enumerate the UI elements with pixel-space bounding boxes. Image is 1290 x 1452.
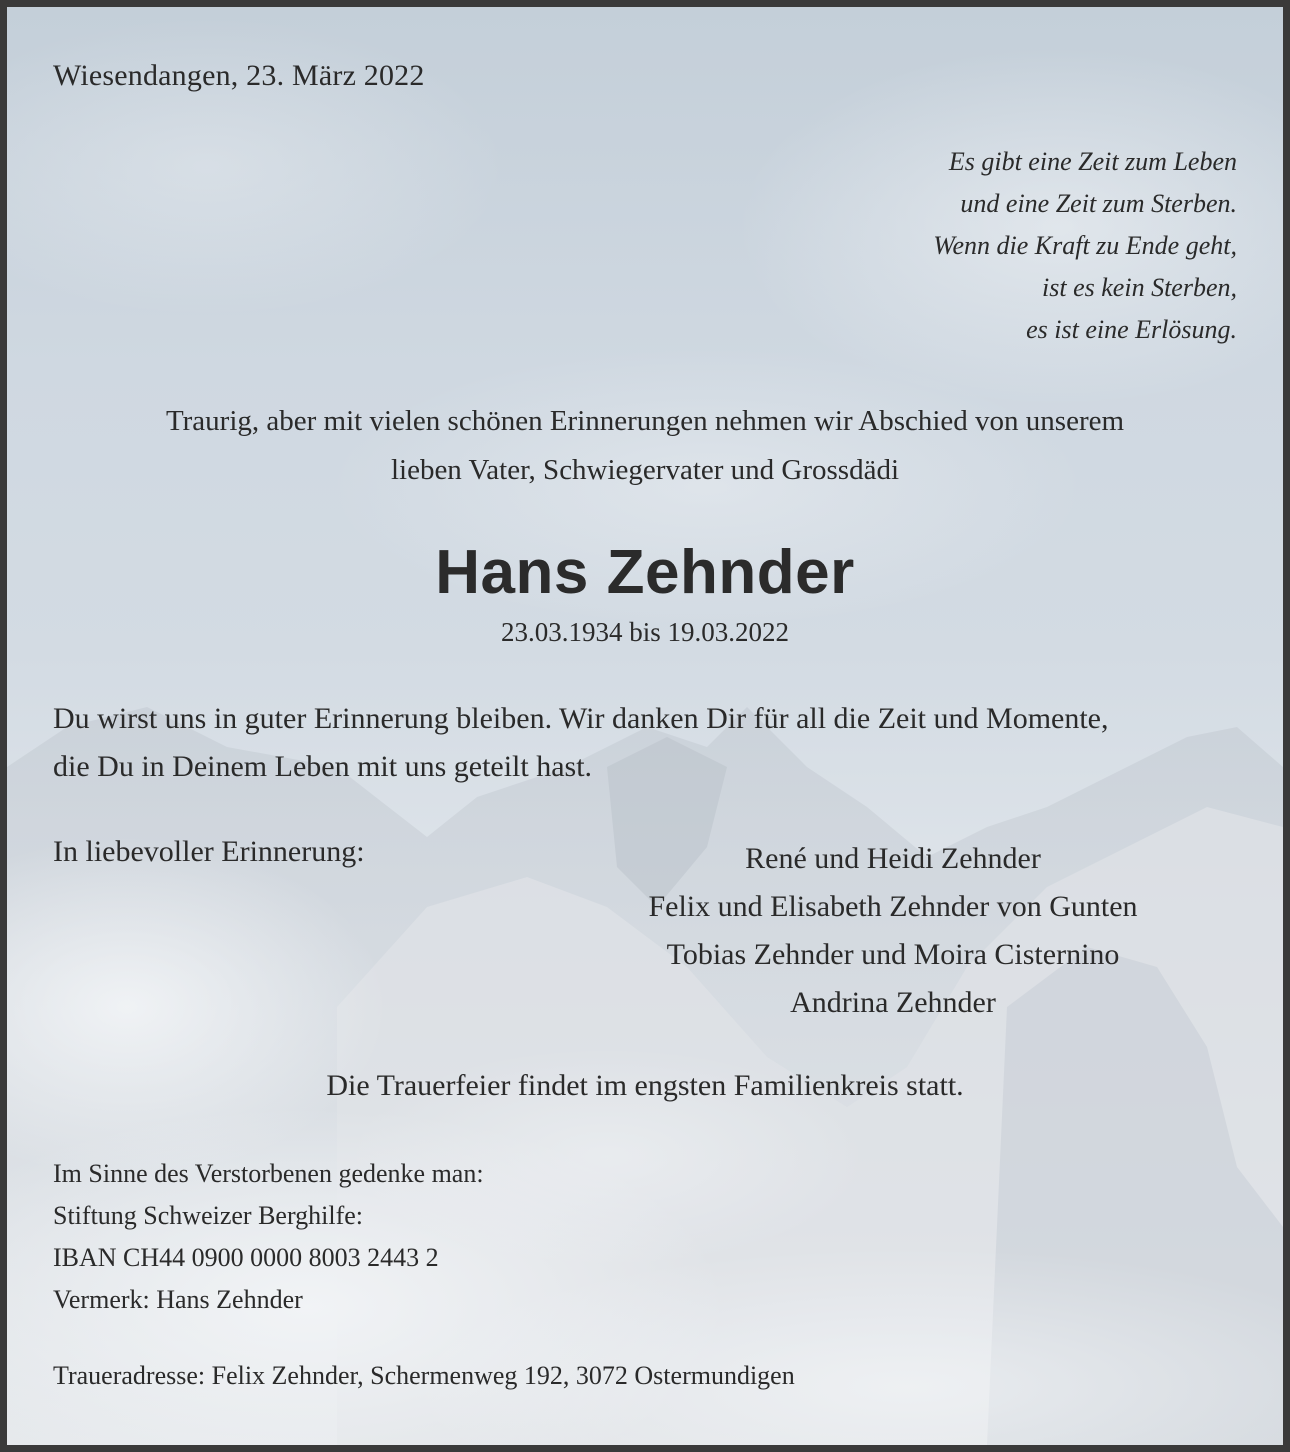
ceremony-note: Die Trauerfeier findet im engsten Familienkreis statt. (326, 1069, 964, 1102)
poem-line: ist es kein Sterben, (1042, 273, 1237, 302)
poem-line: und eine Zeit zum Sterben. (960, 189, 1237, 218)
poem-line: es ist eine Erlösung. (1026, 315, 1237, 344)
farewell-message (53, 695, 1109, 791)
donation-info (53, 1153, 484, 1321)
donation-iban: IBAN CH44 0900 0000 8003 2443 2 (53, 1243, 439, 1272)
mourner-name: Felix und Elisabeth Zehnder von Gunten (648, 890, 1138, 923)
intro-text (7, 397, 1283, 495)
mourner-name: Andrina Zehnder (790, 986, 996, 1019)
poem (933, 141, 1237, 351)
mourners-list (593, 835, 1193, 1027)
life-dates: 23.03.1934 bis 19.03.2022 (500, 617, 789, 647)
donation-line: Stiftung Schweizer Berghilfe: (53, 1201, 364, 1230)
memory-label: In liebevoller Erinnerung: (53, 835, 365, 868)
mourner-name: Tobias Zehnder und Moira Cisternino (666, 938, 1120, 971)
mourning-address: Traueradresse: Felix Zehnder, Schermenweg 192, 3072 Ostermundigen (53, 1361, 795, 1390)
message-line: Du wirst uns in guter Erinnerung bleiben. Wir danken Dir für all die Zeit und Momente, (53, 702, 1109, 735)
intro-line: Traurig, aber mit vielen schönen Erinnerungen nehmen wir Abschied von unserem (165, 405, 1125, 437)
donation-line: Vermerk: Hans Zehnder (53, 1285, 303, 1314)
poem-line: Es gibt eine Zeit zum Leben (948, 147, 1237, 176)
donation-line: Im Sinne des Verstorbenen gedenke man: (53, 1159, 484, 1188)
intro-line: lieben Vater, Schwiegervater und Grossdädi (390, 454, 900, 486)
message-line: die Du in Deinem Leben mit uns geteilt hast. (53, 750, 593, 783)
poem-line: Wenn die Kraft zu Ende geht, (933, 231, 1237, 260)
place-and-date: Wiesendangen, 23. März 2022 (53, 59, 425, 92)
deceased-name: Hans Zehnder (435, 538, 855, 607)
mourner-name: René und Heidi Zehnder (745, 842, 1041, 875)
